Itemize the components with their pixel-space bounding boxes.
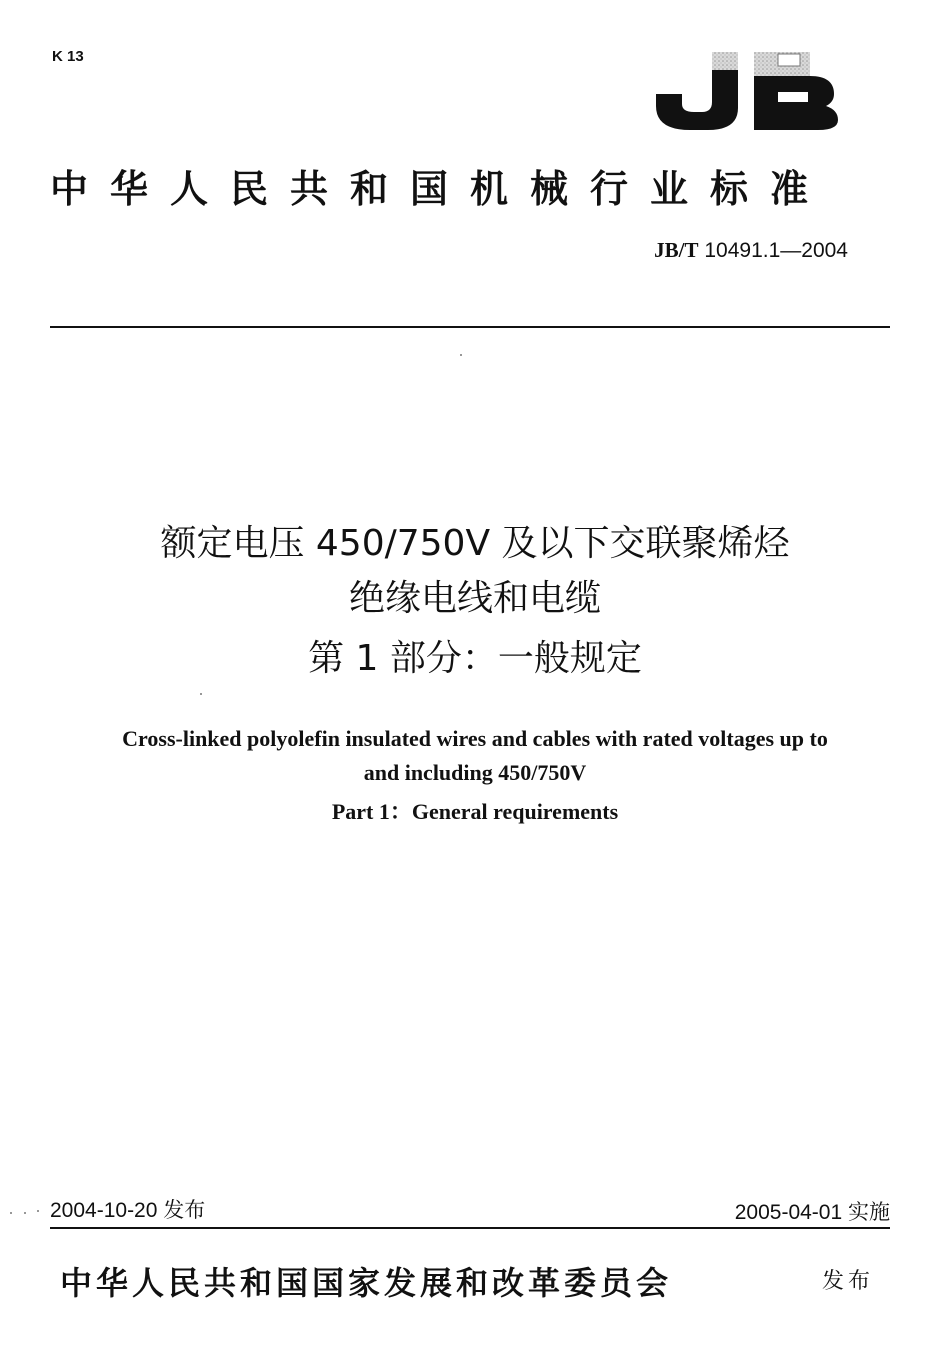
en-title-line-3: Part 1：General requirements	[331, 799, 619, 824]
scan-speck	[10, 1212, 12, 1214]
jb-logo-icon	[650, 44, 850, 134]
scan-speck	[24, 1212, 26, 1214]
cn-title-line-2: 绝缘电线和电缆	[348, 578, 601, 619]
scan-speck	[200, 693, 202, 695]
standard-number-prefix: JB/T	[654, 238, 699, 262]
cn-title-line-1: 额定电压 450/750V 及以下交联聚烯烃	[160, 523, 790, 564]
standard-type-heading: 中华人民共和国机械行业标准	[50, 167, 831, 211]
en-title-line-1: Cross-linked polyolefin insulated wires and cables with rated voltages up to	[122, 726, 828, 751]
standard-number-value: 10491.1—2004	[704, 239, 848, 262]
issue-date: 2004-10-20 发布	[50, 1199, 206, 1222]
effective-date: 2005-04-01 实施	[734, 1201, 890, 1224]
issuing-authority: 中华人民共和国国家发展和改革委员会	[60, 1264, 673, 1302]
scan-speck	[460, 354, 462, 356]
classification-code: K 13	[52, 48, 84, 65]
cn-title-line-3: 第 1 部分：一般规定	[308, 638, 642, 679]
standard-number	[654, 238, 848, 263]
scan-speck	[37, 1210, 39, 1212]
bottom-divider	[50, 1227, 890, 1229]
top-divider	[50, 326, 890, 328]
en-title-line-2: and including 450/750V	[363, 760, 587, 785]
issuing-authority-suffix: 发布	[822, 1269, 875, 1294]
